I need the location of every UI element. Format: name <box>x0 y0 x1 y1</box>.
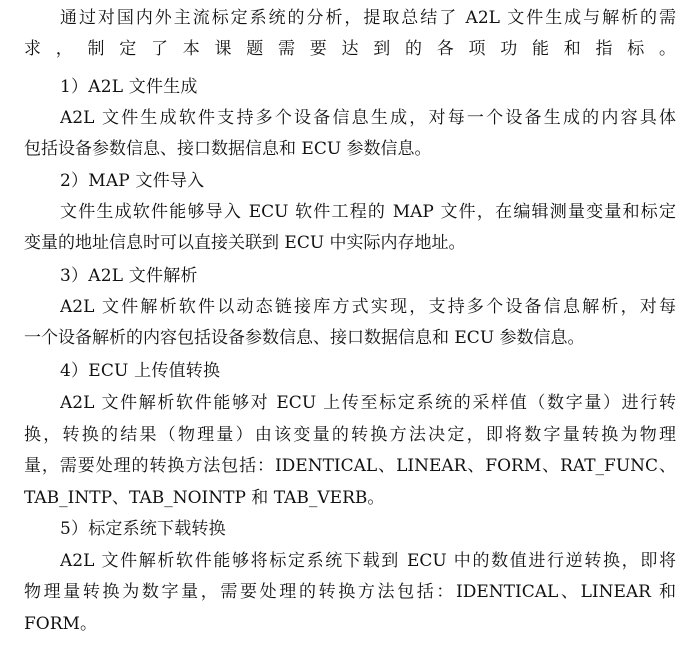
section-3-line-2: 一个设备解析的内容包括设备参数信息、接口数据信息和 ECU 参数信息。 <box>24 328 585 348</box>
section-heading-1: 1）A2L 文件生成 <box>60 77 198 97</box>
section-heading-4: 4）ECU 上传值转换 <box>60 361 221 381</box>
section-heading-5: 5）标定系统下载转换 <box>60 519 226 539</box>
intro-line-2: 求，制定了本课题需要达到的各项功能和指标。 <box>24 39 676 59</box>
section-1-line-2: 包括设备参数信息、接口数据信息和 ECU 参数信息。 <box>24 139 432 159</box>
section-heading-3: 3）A2L 文件解析 <box>60 266 198 286</box>
section-3-line-1: A2L 文件解析软件以动态链接库方式实现，支持多个设备信息解析，对每 <box>60 297 676 317</box>
section-1-line-1: A2L 文件生成软件支持多个设备信息生成，对每一个设备生成的内容具体 <box>60 108 676 128</box>
section-5-line-1: A2L 文件解析软件能够将标定系统下载到 ECU 中的数值进行逆转换，即将 <box>60 551 676 571</box>
section-4-line-1: A2L 文件解析软件能够对 ECU 上传至标定系统的采样值（数字量）进行转 <box>60 393 676 413</box>
section-2-line-1: 文件生成软件能够导入 ECU 软件工程的 MAP 文件，在编辑测量变量和标定 <box>60 202 676 222</box>
section-4-line-3: 量，需要处理的转换方法包括：IDENTICAL、LINEAR、FORM、RAT_FUNC、 <box>24 456 676 476</box>
intro-line-1: 通过对国内外主流标定系统的分析，提取总结了 A2L 文件生成与解析的需 <box>60 8 676 28</box>
section-4-line-2: 换，转换的结果（物理量）由该变量的转换方法决定，即将数字量转换为物理 <box>24 425 676 445</box>
section-5-line-2: 物理量转换为数字量，需要处理的转换方法包括：IDENTICAL、LINEAR 和 <box>24 582 676 602</box>
section-4-line-4: TAB_INTP、TAB_NOINTP 和 TAB_VERB。 <box>24 488 385 508</box>
section-heading-2: 2）MAP 文件导入 <box>60 171 205 191</box>
section-5-line-3: FORM。 <box>24 614 97 634</box>
section-2-line-2: 变量的地址信息时可以直接关联到 ECU 中实际内存地址。 <box>24 233 466 253</box>
